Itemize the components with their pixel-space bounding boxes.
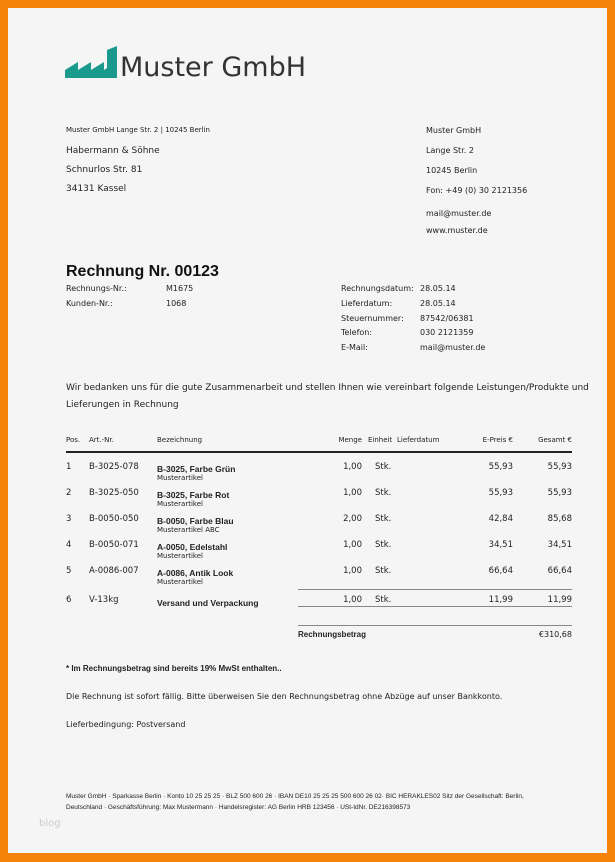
table-row	[66, 510, 572, 536]
row-price: 42,84	[488, 514, 513, 524]
company-street: Lange Str. 2	[426, 146, 474, 155]
meta-label: Rechnungs-Nr.:	[66, 284, 127, 293]
row-pos: 4	[66, 540, 72, 550]
invoice-title: Rechnung Nr. 00123	[66, 263, 219, 280]
row-total: 66,64	[547, 566, 572, 576]
company-name: Muster GmbH	[426, 126, 482, 135]
company-phone: Fon: +49 (0) 30 2121356	[426, 186, 528, 195]
row-desc: Musterartikel	[157, 500, 203, 508]
row-art: V-13kg	[89, 595, 119, 605]
footer-line: Deutschland · Geschäftsführung: Max Mustermann · Handelsregister: AG Berlin HRB 123456 · USt-IdNr. DE216398573	[66, 804, 411, 811]
row-price: 55,93	[488, 488, 513, 498]
company-city: 10245 Berlin	[426, 166, 478, 175]
footer-line: Muster GmbH · Sparkasse Berlin · Konto 10 25 25 25 · BLZ 500 600 26 · IBAN DE10 25 25 25 500 600 26 02· BIC HERAKLES02 Sitz der Gesellschaft: Berlin,	[66, 793, 524, 800]
header-qty: Menge	[338, 436, 362, 444]
meta-label: Steuernummer:	[341, 314, 404, 323]
header-divider	[66, 451, 572, 453]
recipient-street: Schnurlos Str. 81	[66, 165, 143, 175]
row-qty: 1,00	[343, 566, 362, 576]
intro-text: Wir bedanken uns für die gute Zusammenarbeit und stellen Ihnen wie vereinbart folgende Leistungen/Produkte und	[66, 383, 589, 393]
watermark: blog	[39, 818, 61, 829]
row-name: B-0050, Farbe Blau	[157, 516, 234, 526]
row-art: B-0050-050	[89, 514, 139, 524]
factory-logo-icon	[65, 46, 119, 78]
intro-text: Lieferungen in Rechnung	[66, 400, 179, 410]
header-pos: Pos.	[66, 436, 81, 444]
row-name: A-0086, Antik Look	[157, 568, 234, 578]
divider	[298, 625, 572, 626]
divider	[298, 589, 572, 590]
row-name: A-0050, Edelstahl	[157, 542, 228, 552]
row-pos: 1	[66, 462, 72, 472]
delivery-terms: Lieferbedingung: Postversand	[66, 720, 186, 729]
row-qty: 1,00	[343, 595, 362, 605]
row-art: A-0086-007	[89, 566, 139, 576]
row-unit: Stk.	[375, 462, 392, 472]
row-total: 11,99	[547, 595, 572, 605]
meta-value: 28.05.14	[420, 299, 456, 308]
table-row	[66, 458, 572, 484]
row-total: 85,68	[547, 514, 572, 524]
table-row	[66, 591, 572, 617]
row-name: B-3025, Farbe Rot	[157, 490, 230, 500]
row-price: 34,51	[488, 540, 513, 550]
row-total: 55,93	[547, 462, 572, 472]
row-name: Versand und Verpackung	[157, 598, 259, 608]
row-art: B-3025-050	[89, 488, 139, 498]
row-total: 55,93	[547, 488, 572, 498]
row-price: 66,64	[488, 566, 513, 576]
header-price: E-Preis €	[482, 436, 513, 444]
table-header	[66, 432, 572, 458]
divider	[298, 606, 572, 607]
row-art: B-3025-078	[89, 462, 139, 472]
table-row	[66, 536, 572, 562]
row-name: B-3025, Farbe Grün	[157, 464, 236, 474]
row-pos: 3	[66, 514, 72, 524]
row-pos: 6	[66, 595, 72, 605]
row-desc: Musterartikel	[157, 552, 203, 560]
row-unit: Stk.	[375, 595, 392, 605]
row-qty: 1,00	[343, 462, 362, 472]
row-art: B-0050-071	[89, 540, 139, 550]
meta-label: Lieferdatum:	[341, 299, 393, 308]
meta-value: 87542/06381	[420, 314, 474, 323]
meta-label: Rechnungsdatum:	[341, 284, 414, 293]
total-value: €310,68	[538, 630, 572, 639]
row-desc: Musterartikel	[157, 474, 203, 482]
meta-value: 28.05.14	[420, 284, 456, 293]
row-unit: Stk.	[375, 514, 392, 524]
row-pos: 2	[66, 488, 72, 498]
meta-label: Kunden-Nr.:	[66, 299, 113, 308]
row-pos: 5	[66, 566, 72, 576]
row-desc: Musterartikel ABC	[157, 526, 220, 534]
header-unit: Einheit	[368, 436, 393, 444]
recipient-city: 34131 Kassel	[66, 184, 127, 194]
row-qty: 1,00	[343, 488, 362, 498]
header-art: Art.-Nr.	[89, 436, 114, 444]
row-qty: 1,00	[343, 540, 362, 550]
meta-value: mail@muster.de	[420, 343, 486, 352]
company-email: mail@muster.de	[426, 209, 492, 218]
row-unit: Stk.	[375, 488, 392, 498]
row-unit: Stk.	[375, 566, 392, 576]
recipient-name: Habermann & Söhne	[66, 146, 160, 156]
meta-label: E-Mail:	[341, 343, 368, 352]
header-date: Lieferdatum	[397, 436, 440, 444]
row-unit: Stk.	[375, 540, 392, 550]
header-name: Bezeichnung	[157, 436, 203, 444]
company-web: www.muster.de	[426, 226, 488, 235]
row-qty: 2,00	[343, 514, 362, 524]
vat-note: * Im Rechnungsbetrag sind bereits 19% MwSt enthalten..	[66, 664, 282, 673]
payment-note: Die Rechnung ist sofort fällig. Bitte überweisen Sie den Rechnungsbetrag ohne Abzüge auf unser Bankkonto.	[66, 692, 503, 701]
row-total: 34,51	[547, 540, 572, 550]
total-label: Rechnungsbetrag	[298, 630, 367, 639]
row-desc: Musterartikel	[157, 578, 203, 586]
invoice-page	[8, 8, 607, 853]
meta-label: Telefon:	[341, 328, 373, 337]
meta-value: 1068	[166, 299, 187, 308]
header-total: Gesamt €	[538, 436, 572, 444]
company-logo-text: Muster GmbH	[120, 52, 307, 83]
meta-value: 030 2121359	[420, 328, 474, 337]
row-price: 11,99	[488, 595, 513, 605]
meta-value: M1675	[166, 284, 194, 293]
table-row	[66, 484, 572, 510]
sender-line: Muster GmbH Lange Str. 2 | 10245 Berlin	[66, 126, 210, 134]
table-row	[66, 562, 572, 588]
row-price: 55,93	[488, 462, 513, 472]
